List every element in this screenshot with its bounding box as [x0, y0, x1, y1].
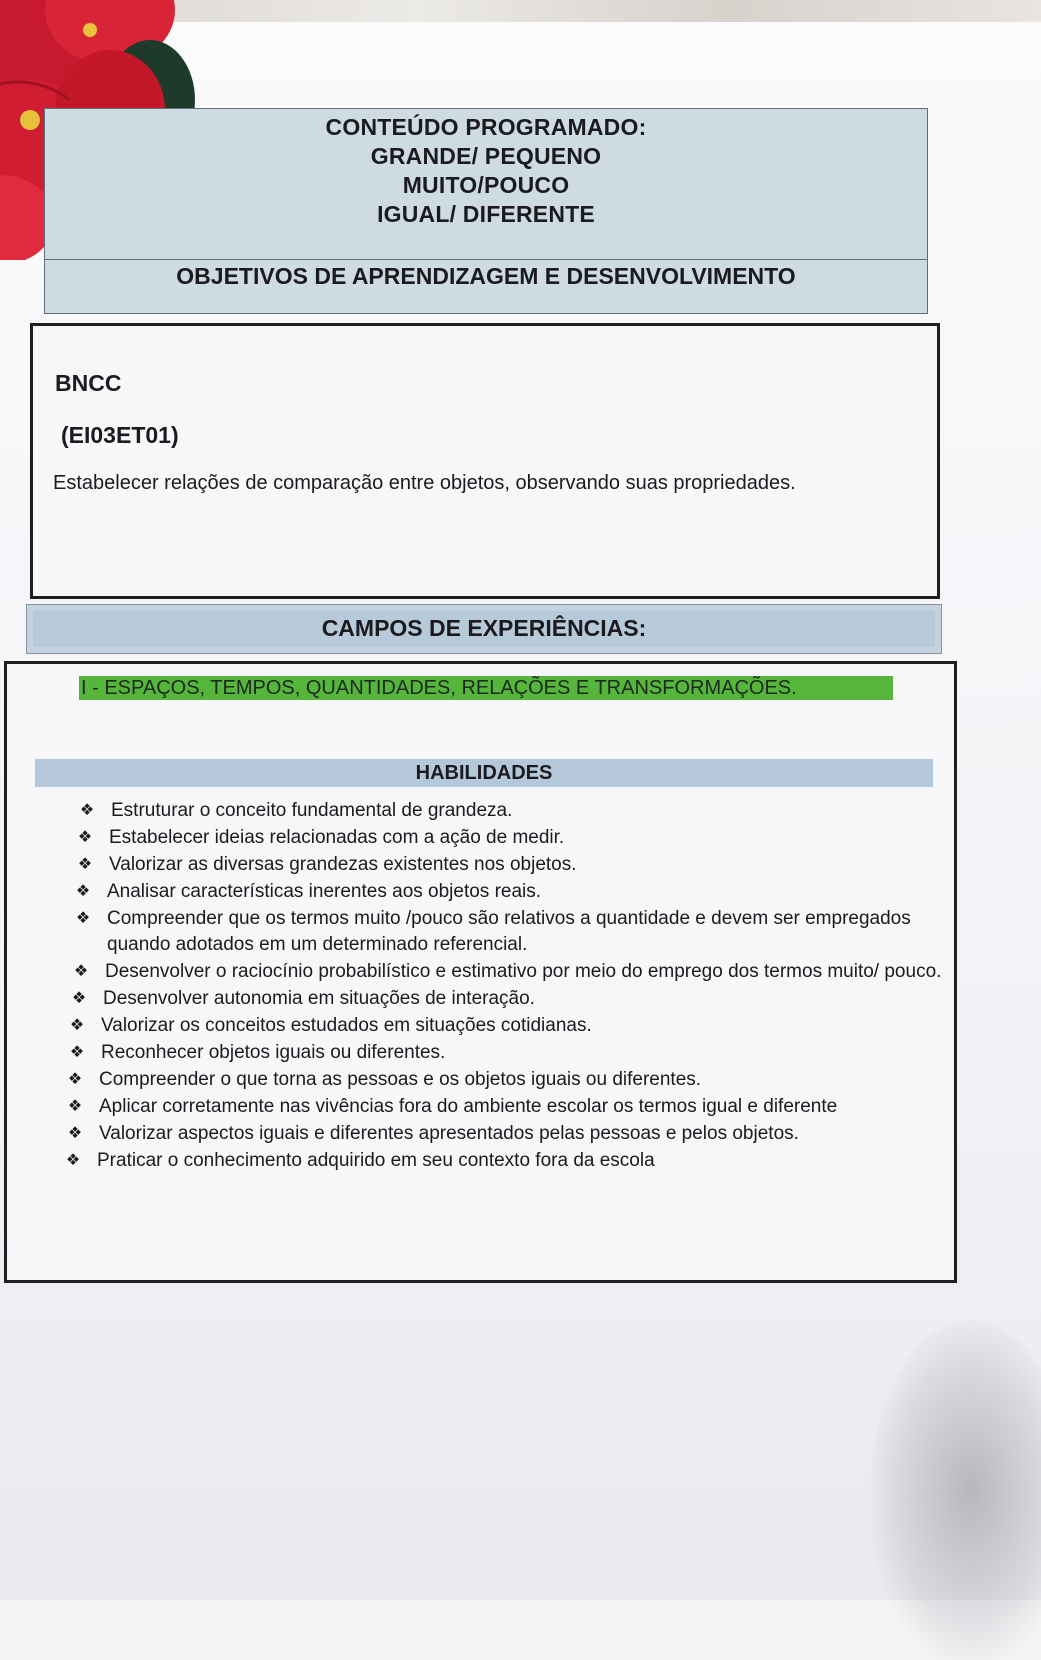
campo-experiencia-highlight: I - ESPAÇOS, TEMPOS, QUANTIDADES, RELAÇÕES E TRANSFORMAÇÕES. — [79, 676, 893, 700]
bncc-code: (EI03ET01) — [61, 422, 179, 448]
diamond-bullet-icon: ❖ — [65, 1152, 81, 1169]
diamond-bullet-icon: ❖ — [69, 1044, 85, 1061]
habilidade-text: Aplicar corretamente nas vivências fora do ambiente escolar os termos igual e diferente — [99, 1096, 838, 1117]
conteudo-programado-box — [44, 108, 928, 314]
habilidade-text: Analisar características inerentes aos objetos reais. — [107, 881, 542, 902]
habilidade-item — [7, 1148, 960, 1174]
habilidade-text: Estruturar o conceito fundamental de grandeza. — [111, 800, 513, 821]
habilidade-text: Valorizar os conceitos estudados em situações cotidianas. — [101, 1015, 592, 1036]
diamond-bullet-icon: ❖ — [67, 1125, 83, 1142]
habilidade-item — [7, 1121, 960, 1147]
campos-header-box — [26, 604, 942, 654]
diamond-bullet-icon: ❖ — [75, 883, 91, 900]
habilidade-text: Valorizar as diversas grandezas existentes nos objetos. — [109, 854, 577, 875]
habilidade-text: Desenvolver o raciocínio probabilístico e estimativo por meio do emprego dos termos muito/ pouco. — [105, 961, 942, 982]
habilidade-text: Compreender o que torna as pessoas e os objetos iguais ou diferentes. — [99, 1069, 702, 1090]
habilidade-item — [7, 959, 960, 985]
diamond-bullet-icon: ❖ — [79, 802, 95, 819]
header-divider — [45, 259, 927, 260]
diamond-bullet-icon: ❖ — [71, 990, 87, 1007]
header-line: CONTEÚDO PROGRAMADO: — [325, 114, 647, 140]
habilidades-title: HABILIDADES — [35, 759, 933, 787]
habilidade-item — [7, 1013, 960, 1039]
header-line: GRANDE/ PEQUENO — [370, 143, 602, 169]
diamond-bullet-icon: ❖ — [67, 1098, 83, 1115]
diamond-bullet-icon: ❖ — [75, 910, 91, 927]
bncc-description: Estabelecer relações de comparação entre objetos, observando suas propriedades. — [53, 472, 796, 494]
habilidade-text: Valorizar aspectos iguais e diferentes apresentados pelas pessoas e pelos objetos. — [99, 1123, 799, 1144]
habilidade-item — [7, 1067, 960, 1093]
diamond-bullet-icon: ❖ — [67, 1071, 83, 1088]
habilidade-text: Praticar o conhecimento adquirido em seu contexto fora da escola — [97, 1150, 655, 1171]
habilidade-text: Reconhecer objetos iguais ou diferentes. — [101, 1042, 446, 1063]
habilidade-item — [7, 1094, 960, 1120]
campos-title: CAMPOS DE EXPERIÊNCIAS: — [321, 615, 647, 641]
diamond-bullet-icon: ❖ — [69, 1017, 85, 1034]
habilidade-item — [7, 825, 960, 851]
habilidade-text: Desenvolver autonomia em situações de interação. — [103, 988, 535, 1009]
habilidade-text: Estabelecer ideias relacionadas com a ação de medir. — [109, 827, 565, 848]
habilidade-item — [7, 986, 960, 1012]
habilidade-item — [7, 879, 960, 905]
habilidade-item — [7, 798, 960, 824]
diamond-bullet-icon: ❖ — [77, 829, 93, 846]
habilidade-item — [7, 1040, 960, 1066]
objetivos-title: OBJETIVOS DE APRENDIZAGEM E DESENVOLVIMENTO — [176, 263, 796, 289]
campos-content-box — [4, 661, 957, 1283]
habilidade-text: Compreender que os termos muito /pouco são relativos a quantidade e devem ser empregados quando adotados em um determinado referencial. — [107, 908, 911, 955]
habilidades-list — [7, 798, 960, 1174]
header-line: IGUAL/ DIFERENTE — [377, 201, 595, 227]
diamond-bullet-icon: ❖ — [73, 963, 89, 980]
habilidade-item — [7, 852, 960, 878]
bncc-label: BNCC — [55, 370, 122, 396]
bncc-box — [30, 323, 940, 599]
habilidade-item — [7, 906, 960, 958]
diamond-bullet-icon: ❖ — [77, 856, 93, 873]
header-line: MUITO/POUCO — [402, 172, 570, 198]
